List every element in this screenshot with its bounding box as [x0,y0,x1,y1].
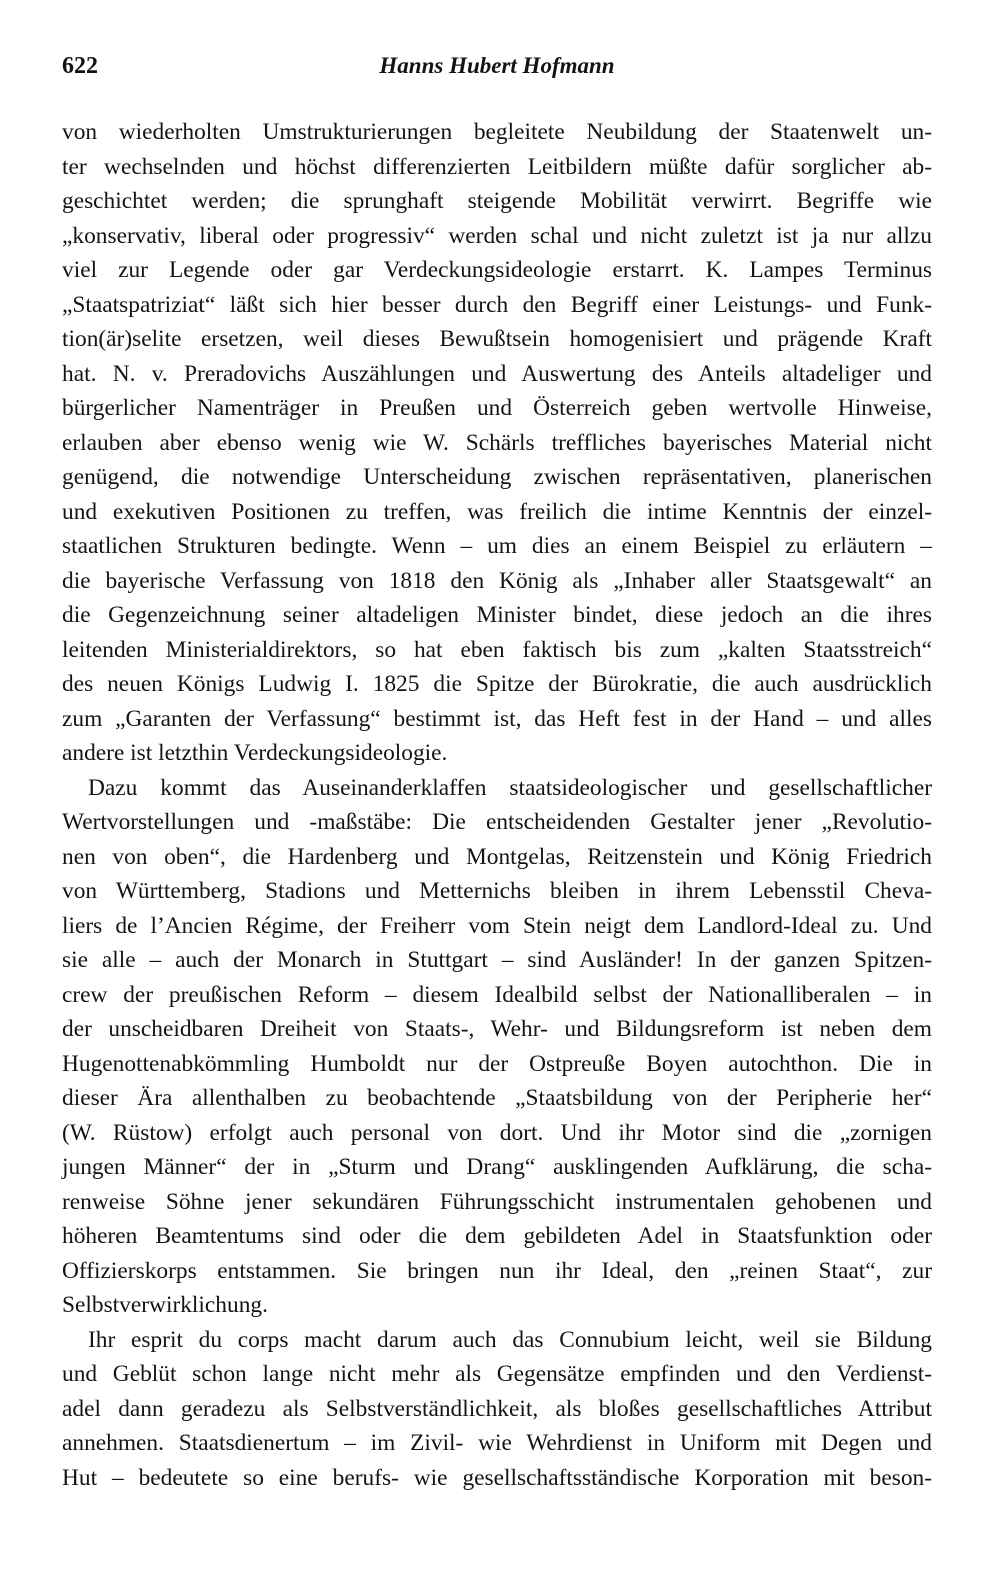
text-line: tion(är)selite ersetzen, weil dieses Bewußtsein homogenisiert und prägende Kraft [62,326,932,352]
text-line: (W. Rüstow) erfolgt auch personal von dort. Und ihr Motor sind die „zornigen [62,1119,932,1146]
running-head-author: Hanns Hubert Hofmann [379,53,615,78]
text-line: genügend, die notwendige Unterscheidung zwischen repräsentativen, planerischen [62,464,932,490]
text-line: sie alle – auch der Monarch in Stuttgart – sind Ausländer! In der ganzen Spitzen- [62,947,932,973]
text-line: die Gegenzeichnung seiner altadeligen Minister bindet, diese jedoch an die ihres [62,602,932,628]
text-line: Offizierskorps entstammen. Sie bringen nun ihr Ideal, den „reinen Staat“, zur [62,1257,932,1284]
text-line: viel zur Legende oder gar Verdeckungsideologie erstarrt. K. Lampes Terminus [62,257,932,283]
text-line: crew der preußischen Reform – diesem Idealbild selbst der Nationalliberalen – in [62,981,932,1008]
text-line: geschichtet werden; die sprunghaft steigende Mobilität verwirrt. Begriffe wie [62,188,932,214]
text-line: und Geblüt schon lange nicht mehr als Gegensätze empfinden und den Verdienst- [62,1361,932,1387]
text-line: liers de l’Ancien Régime, der Freiherr vom Stein neigt dem Landlord-Ideal zu. Und [62,912,932,939]
text-line: renweise Söhne jener sekundären Führungsschicht instrumentalen gehobenen und [62,1188,932,1215]
text-line: andere ist letzthin Verdeckungsideologie. [62,740,448,766]
text-line: jungen Männer“ der in „Sturm und Drang“ ausklingenden Aufklärung, die scha- [62,1154,932,1180]
page-header [62,50,932,82]
body-text [62,115,932,1495]
text-line: Hugenottenabkömmling Humboldt nur der Ostpreuße Boyen autochthon. Die in [62,1050,932,1077]
text-line: höheren Beamtentums sind oder die dem gebildeten Adel in Staatsfunktion oder [62,1223,932,1249]
text-line: staatlichen Strukturen bedingte. Wenn – um dies an einem Beispiel zu erläutern – [62,533,932,559]
text-line: adel dann geradezu als Selbstverständlichkeit, als bloßes gesellschaftliches Attribut [62,1395,932,1422]
text-line: Wertvorstellungen und -maßstäbe: Die entscheidenden Gestalter jener „Revolutio- [62,809,932,835]
text-line: annehmen. Staatsdienertum – im Zivil- wie Wehrdienst in Uniform mit Degen und [62,1430,932,1456]
text-line: ter wechselnden und höchst differenzierten Leitbildern müßte dafür sorglicher ab- [62,153,932,180]
text-line: von wiederholten Umstrukturierungen begleitete Neubildung der Staatenwelt un- [62,119,932,145]
text-line: die bayerische Verfassung von 1818 den König als „Inhaber aller Staatsgewalt“ an [62,567,932,594]
text-line: hat. N. v. Preradovichs Auszählungen und Auswertung des Anteils altadeliger und [62,360,932,387]
text-line: bürgerlicher Namenträger in Preußen und Österreich geben wertvolle Hinweise, [62,395,932,421]
text-line: nen von oben“, die Hardenberg und Montgelas, Reitzenstein und König Friedrich [62,843,932,870]
text-line: von Württemberg, Stadions und Metternichs bleiben in ihrem Lebensstil Cheva- [62,878,932,904]
page-number: 622 [62,53,98,79]
text-line: zum „Garanten der Verfassung“ bestimmt ist, das Heft fest in der Hand – und alles [62,705,932,732]
text-line: Hut – bedeutete so eine berufs- wie gesellschaftsständische Korporation mit beson- [62,1464,932,1491]
text-line: Dazu kommt das Auseinanderklaffen staatsideologischer und gesellschaftlicher [88,774,932,801]
text-line: erlauben aber ebenso wenig wie W. Schärls treffliches bayerisches Material nicht [62,429,932,456]
text-line: „konservativ, liberal oder progressiv“ werden schal und nicht zuletzt ist ja nur allzu [62,222,932,249]
text-line: Ihr esprit du corps macht darum auch das Connubium leicht, weil sie Bildung [88,1326,932,1353]
text-line: „Staatspatriziat“ läßt sich hier besser durch den Begriff einer Leistungs- und Funk- [62,291,932,318]
text-line: des neuen Königs Ludwig I. 1825 die Spitze der Bürokratie, die auch ausdrücklich [62,671,932,697]
text-line: Selbstverwirklichung. [62,1292,268,1318]
text-line: der unscheidbaren Dreiheit von Staats-, Wehr- und Bildungsreform ist neben dem [62,1016,932,1042]
text-line: und exekutiven Positionen zu treffen, was freilich die intime Kenntnis der einzel- [62,498,932,525]
text-line: dieser Ära allenthalben zu beobachtende „Staatsbildung von der Peripherie her“ [62,1085,932,1111]
text-line: leitenden Ministerialdirektors, so hat eben faktisch bis zum „kalten Staatsstreich“ [62,636,932,663]
